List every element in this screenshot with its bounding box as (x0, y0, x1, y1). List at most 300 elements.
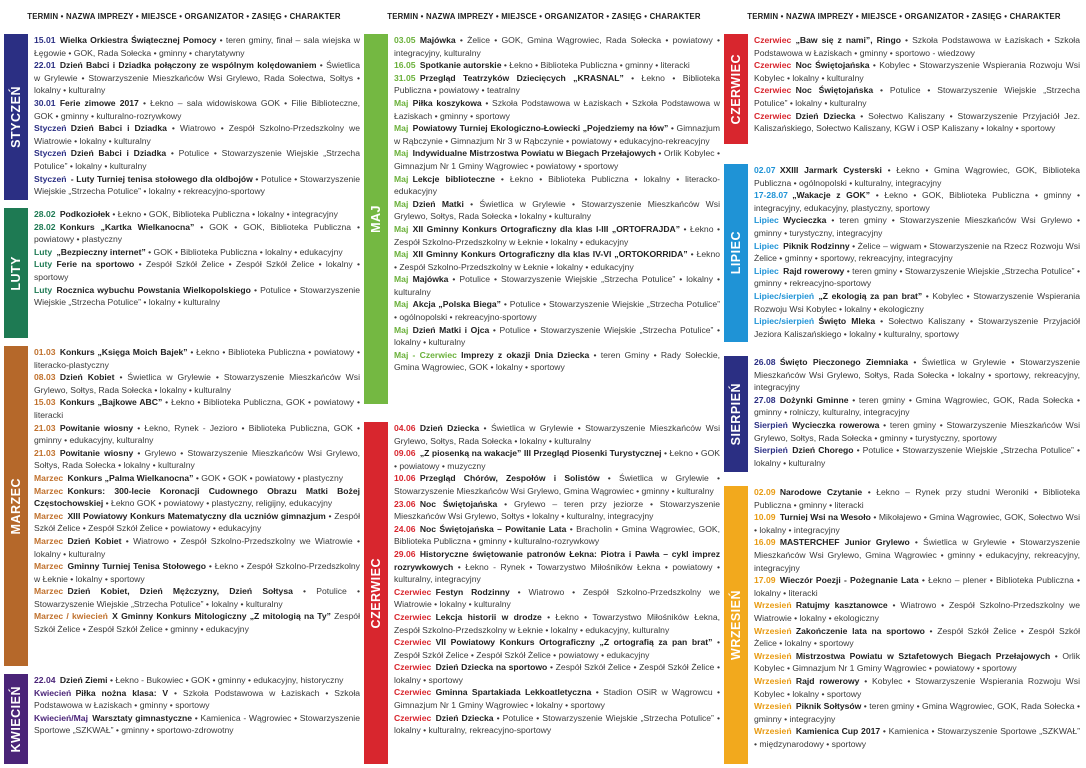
event-entry (34, 284, 360, 309)
event-name: Święto Mleka (818, 316, 876, 327)
event-details: • Stadion OSiR w Wągrowcu • Gimnazjum Nr 1 Gminy Wągrowiec • lokalny • sportowy (394, 687, 720, 711)
event-date: 27.08 (754, 394, 776, 405)
column-header: TERMIN • NAZWA IMPREZY • MIEJSCE • ORGANIZATOR • ZASIĘG • CHARAKTER (27, 12, 341, 21)
event-name: Turniej Wsi na Wesoło (779, 512, 871, 523)
event-details: • teren gminy • Stowarzyszenie Mieszkańców Wsi Grylewo • gminny • turystyczny, integracyjny (754, 215, 1080, 238)
event-name: X Gminny Konkurs Mitologiczny „Z mitologią na Ty” (112, 611, 331, 622)
event-date: Maj (394, 249, 409, 260)
event-date: Wrzesień (754, 675, 792, 686)
event-details: • Kamienica • Stowarzyszenie Sportowe „SZKWAŁ” • międzynarodowy • sportowy (754, 726, 1080, 749)
event-date: Maj (394, 274, 409, 285)
event-date: 10.06 (394, 473, 416, 484)
event-date: Lipiec (754, 240, 779, 251)
month-section-maj (364, 34, 724, 404)
event-name: Akcja „Polska Biega” (412, 299, 501, 310)
month-label: SIERPIEŃ (729, 382, 743, 446)
event-details: • Potulice • Stowarzyszenie Wiejskie „Strzecha Potulice” • lokalny • kulturalny (394, 274, 720, 297)
month-section-marzec (4, 346, 364, 666)
event-name: Narodowe Czytanie (779, 487, 863, 497)
event-name: Podkoziołek (59, 209, 110, 219)
event-entry (394, 472, 720, 497)
event-date: 09.06 (394, 448, 416, 459)
event-entry (34, 258, 360, 283)
event-name: Przegląd Chórów, Zespołów i Solistów (419, 473, 600, 484)
month-tab (724, 356, 748, 472)
event-details: • Kobylec • Stowarzyszenie Wspierania Rozwoju Wsi Kobylec • lokalny • kulturalny (754, 60, 1080, 83)
event-details: • Łekno • GOK • powiatowy • muzyczny (394, 448, 720, 471)
column-header: TERMIN • NAZWA IMPREZY • MIEJSCE • ORGANIZATOR • ZASIĘG • CHARAKTER (387, 12, 701, 21)
event-entry (34, 34, 360, 59)
event-name: Noc Świętojańska (795, 60, 870, 71)
event-date: Wrzesień (754, 650, 792, 661)
event-entry (34, 371, 360, 396)
event-entry (394, 498, 720, 523)
event-details: • teren gminy • Stowarzyszenie Wiejskie „Strzecha Potulice” • gminny • rekreacyjno-sportowy (754, 265, 1080, 289)
event-name: Konkurs „Kartka Wielkanocna” (59, 221, 195, 232)
event-entry (394, 34, 720, 59)
event-details: • Potulice • Stowarzyszenie Wiejskie „Strzecha Potulice” • lokalny • kulturalny, rekreacyjno-sportowy (394, 712, 720, 736)
event-entry (34, 147, 360, 172)
event-name: Noc Świętojańska (795, 85, 874, 96)
event-date: Marzec (34, 561, 64, 572)
event-details: • Łekno GOK • powiatowy • plastyczny, religijny, edukacyjny (103, 498, 333, 509)
event-details: • Świetlica w Grylewie • Stowarzyszenie Mieszkańców Wsi Grylewo, Sołtys, Rada Sołecka • lokalny • kulturalny (394, 198, 720, 222)
month-label: LUTY (9, 255, 23, 291)
month-tab (4, 346, 28, 666)
event-name: Lekcje biblioteczne (412, 173, 495, 184)
event-entry (394, 422, 720, 447)
event-date: Czerwiec (394, 662, 432, 673)
event-details: • Kobylec • Stowarzyszenie Wspierania Rozwoju Wsi Kobylec • lokalny • sportowy (754, 675, 1080, 699)
event-date: 03.05 (394, 35, 416, 45)
event-date: Czerwiec (754, 110, 792, 121)
event-details: • Świetlica w Grylewie • Stowarzyszenie Mieszkańców Wsi Grylewo, Gmina Wągrowiec • gminny • edukacyjny, rekreacyjny, integracyjny (754, 537, 1080, 573)
event-date: 31.05 (394, 72, 416, 83)
event-details: • Łekno • Biblioteka Publiczna • lokalny • literacko-edukacyjny (394, 173, 720, 197)
month-label: CZERWIEC (369, 557, 383, 629)
month-entries (754, 164, 1080, 342)
event-details: • Bracholin • Gmina Wągrowiec, GOK, Biblioteka Publiczna • gminny • kulturalno-rozrywkowy (394, 523, 720, 547)
month-entries (34, 34, 360, 200)
event-name: „Bezpieczny internet” (56, 246, 146, 257)
event-name: Dzień Matki (412, 198, 464, 209)
event-date: 17.09 (754, 575, 776, 586)
event-date: Marzec (34, 485, 64, 496)
event-name: Imprezy z okazji Dnia Dziecka (461, 349, 590, 360)
event-entry (754, 700, 1080, 725)
month-tab (4, 208, 28, 338)
month-entries (394, 422, 720, 764)
event-date: 15.01 (34, 35, 56, 45)
event-entry (754, 725, 1080, 750)
event-entry (754, 240, 1080, 265)
event-name: Konkurs „Palma Wielkanocna” (67, 472, 194, 483)
month-label: CZERWIEC (729, 53, 743, 125)
event-date: 10.09 (754, 512, 776, 523)
event-date: Czerwiec (394, 637, 432, 648)
event-entry (34, 122, 360, 147)
event-entry (34, 472, 360, 485)
event-details: • teren gminy • Gmina Wągrowiec, GOK, Rada Sołecka • gminny • rolniczy, kulturalny, integracyjny (754, 394, 1080, 418)
event-entry (34, 422, 360, 447)
month-entries (394, 34, 720, 404)
event-date: Styczeń (34, 173, 67, 184)
event-name: Warsztaty gimnastyczne (92, 712, 193, 723)
event-entry (394, 147, 720, 172)
event-entry (394, 273, 720, 298)
event-details: • Grylewo – teren przy jeziorze • Stowarzyszenie Mieszkańców Wsi Grylewo, Sołtys • lokalny • kulturalny, integracyjny (394, 498, 720, 522)
event-date: 29.06 (394, 548, 416, 559)
event-date: 22.01 (34, 60, 56, 71)
column-3 (724, 0, 1084, 768)
event-name: MASTERCHEF Junior Grylewo (779, 537, 910, 548)
event-entry (34, 712, 360, 737)
event-date: Wrzesień (754, 600, 792, 611)
event-entry (34, 246, 360, 259)
event-name: Wieczór Poezji - Pożegnanie Lata (779, 575, 919, 586)
event-name: Dzień Dziecka (435, 712, 494, 723)
event-date: Czerwiec (754, 60, 792, 71)
month-section-lipiec (724, 164, 1084, 342)
event-date: 01.03 (34, 347, 56, 357)
event-date: Lipiec (754, 265, 779, 276)
event-details: • Łekno • Towarzystwo Miłośników Łekna, Zespół Szkolno-Przedszkolny w Łeknie • lokalny • edukacyjny, kulturalny (394, 611, 720, 635)
event-date: Marzec (34, 510, 64, 521)
event-name: Wielka Orkiestra Świątecznej Pomocy (59, 35, 217, 45)
event-details: • Szkoła Podstawowa w Łaziskach • Szkoła Podstawowa w Łaziskach • gminny • sportowy (34, 687, 360, 711)
event-details: • Wiatrowo • Zespół Szkolno-Przedszkolny we Wiatrowie • lokalny • kulturalny (34, 535, 360, 559)
event-name: Piłka koszykowa (412, 97, 482, 108)
event-details: • Kamienica - Wągrowiec • Stowarzyszenie Sportowe „SZKWAŁ” • gminny • sportowo-zdrowotny (34, 712, 360, 736)
event-entry (754, 290, 1080, 315)
event-details: • Potulice • Stowarzyszenie Wiejskie „Strzecha Potulice” • lokalny • kulturalny (34, 148, 360, 171)
event-name: Dzień Kobiet (67, 535, 122, 546)
event-entry (754, 574, 1080, 599)
event-date: Styczeń (34, 123, 67, 134)
month-section-sierpien (724, 356, 1084, 472)
event-details: • Wiatrowo • Zespół Szkolno-Przedszkolny we Wiatrowie • lokalny • kulturalny (34, 123, 360, 146)
event-name: Ferie zimowe 2017 (59, 97, 139, 108)
event-name: Dzień Babci i Dziadka (70, 148, 167, 159)
event-entry (754, 511, 1080, 536)
event-date: Maj (394, 97, 409, 108)
event-name: Dzień Babci i Dziadka (70, 123, 167, 134)
event-entry (394, 548, 720, 586)
event-entry (754, 486, 1080, 511)
event-name: Dzień Dziecka (419, 423, 480, 433)
event-name: Wycieczka (783, 215, 827, 226)
event-entry (754, 315, 1080, 340)
event-entry (754, 265, 1080, 290)
month-section-czerwiec-cont (724, 34, 1084, 144)
event-details: • Łekno, Rynek - Jezioro • Biblioteka Publiczna, GOK • gminny • edukacyjny, kulturalny (34, 422, 360, 446)
event-name: Rajd rowerowy (795, 675, 860, 686)
month-entries (34, 346, 360, 666)
event-entry (394, 97, 720, 122)
event-name: Dzień Dziecka (795, 110, 856, 121)
event-name: Festyn Rodzinny (435, 586, 510, 597)
event-entry (394, 611, 720, 636)
column-header: TERMIN • NAZWA IMPREZY • MIEJSCE • ORGANIZATOR • ZASIĘG • CHARAKTER (747, 12, 1061, 21)
event-details: • Świetlica w Grylewie • Stowarzyszenie Mieszkańców Wsi Grylewo, Sołtys, Rada Sołecka • lokalny • kulturalny (394, 423, 720, 446)
event-details: • Orlik Kobylec • Gimnazjum Nr 1 Gminy Wągrowiec • powiatowy • sportowy (394, 148, 720, 171)
event-name: - Luty Turniej tenisa stołowego dla oldbojów (70, 173, 253, 184)
month-label: KWIECIEŃ (9, 685, 23, 753)
event-date: Lipiec/sierpień (754, 316, 815, 327)
event-entry (394, 661, 720, 686)
event-date: 24.06 (394, 523, 416, 534)
month-tab (364, 422, 388, 764)
event-name: Spotkanie autorskie (419, 60, 502, 71)
month-entries (754, 34, 1080, 144)
month-entries (34, 208, 360, 338)
event-name: Mistrzostwa Powiatu w Sztafetowych Biegach Przełajowych (795, 650, 1051, 661)
month-tab (724, 34, 748, 144)
month-section-styczen (4, 34, 364, 200)
event-entry (34, 674, 360, 687)
event-entry (34, 485, 360, 510)
month-section-luty (4, 208, 364, 338)
event-date: 15.03 (34, 397, 56, 408)
month-tab (4, 34, 28, 200)
month-section-czerwiec (364, 422, 724, 764)
event-entry (754, 394, 1080, 419)
event-entry (394, 324, 720, 349)
event-date: Marzec (34, 535, 64, 546)
event-details: • Łekno • Biblioteka Publiczna • powiatowy • literacko-plastyczny (34, 347, 360, 370)
event-name: Historyczne świętowanie patronów Łekna: Piotra i Pawła – cykl imprez rozrywkowych (394, 548, 720, 572)
event-details: • Grylewo • Stowarzyszenie Mieszkańców Wsi Grylewo, Sołtys, Rada Sołecka • lokalny • kulturalny (34, 447, 360, 471)
event-details: • Gimnazjum w Rąbczynie • Gimnazjum Nr 3 w Rąbczynie • powiatowy • edukacyjno-rekreacyjny (394, 123, 720, 146)
event-details: • Sołectwo Kaliszany • Stowarzyszenie Przyjaciół Jeziora Kaliszańskiego • lokalny • kulturalny, sportowy (754, 316, 1080, 339)
event-date: 22.04 (34, 675, 56, 685)
event-details: • teren Gminy • Rady Sołeckie, Gmina Wągrowiec, GOK • lokalny • sportowy (394, 349, 720, 373)
event-date: Marzec / kwiecień (34, 611, 108, 622)
event-details: • Kobylec • Stowarzyszenie Wspierania Rozwoju Wsi Kobylec • lokalny • ekologiczny (754, 290, 1080, 314)
event-date: 08.03 (34, 372, 56, 383)
month-entries (754, 486, 1080, 764)
event-entry (34, 97, 360, 122)
event-name: Piknik Sołtysów (795, 701, 862, 712)
event-details: • Zespół Szkół Żelice • Zespół Szkół Żelice • lokalny • sportowy (394, 662, 720, 685)
event-name: Dożynki Gminne (779, 394, 849, 405)
event-entry (394, 586, 720, 611)
event-entry (754, 59, 1080, 84)
event-entry (754, 444, 1080, 469)
event-entry (394, 72, 720, 97)
event-date: Lipiec (754, 215, 779, 226)
event-entry (754, 34, 1080, 59)
event-entry (34, 59, 360, 97)
event-name: Rajd rowerowy (783, 265, 845, 276)
event-date: Lipiec/sierpień (754, 290, 815, 301)
event-name: „Wakacje z GOK” (792, 190, 871, 201)
event-date: Wrzesień (754, 625, 792, 636)
event-name: Konkurs „Bajkowe ABC” (59, 397, 163, 408)
event-details: • GOK • Biblioteka Publiczna • lokalny • edukacyjny (145, 246, 343, 257)
event-name: Powitanie wiosny (59, 447, 134, 458)
event-date: Styczeń (34, 148, 67, 159)
event-name: XII Gminny Konkurs Ortograficzny dla klas I-III „ORTOFRAJDA” (412, 223, 681, 234)
event-details: • Świetlica w Grylewie • Stowarzyszenie Mieszkańców Wsi Grylewo, Sołtys, Rada Sołecka • lokalny • sportowy, rekreacyjny, integracyjny (754, 357, 1080, 393)
event-entry (754, 214, 1080, 239)
event-entry (394, 248, 720, 273)
event-date: Wrzesień (754, 726, 792, 737)
event-entry (34, 687, 360, 712)
event-entry (394, 173, 720, 198)
event-name: Konkurs „Księga Moich Bajek” (59, 347, 188, 357)
event-details: • Żelice • GOK, Gmina Wągrowiec, Rada Sołecka • powiatowy • integracyjny, kulturalny (394, 35, 720, 58)
event-details: • Potulice • Stowarzyszenie Wiejskie „Strzecha Potulice” • lokalny • kulturalny (754, 85, 1080, 108)
event-entry (754, 84, 1080, 109)
event-date: Sierpień (754, 445, 788, 456)
event-entry (34, 173, 360, 198)
event-details: • Łekno • Biblioteka Publiczna • gminny • literacki (501, 60, 690, 71)
event-name: Powitanie wiosny (59, 422, 134, 433)
month-tab (364, 34, 388, 404)
month-entries (754, 356, 1080, 472)
month-label: WRZESIEŃ (729, 590, 743, 660)
event-entry (754, 419, 1080, 444)
event-details: • Łekno – sala widowiskowa GOK • Filie Biblioteczne, GOK • gminny • kulturalno-rozrywkowy (34, 97, 360, 121)
month-section-wrzesien (724, 486, 1084, 764)
event-name: Dzień Kobiet (59, 372, 115, 383)
event-date: 02.09 (754, 487, 776, 497)
event-date: 16.05 (394, 60, 416, 71)
event-details: • Żelice – wigwam • Stowarzyszenie na Rzecz Rozwoju Wsi Żelice • gminny • sportowy, rekreacyjny, integracyjny (754, 240, 1080, 264)
event-details: • Wiatrowo • Zespół Szkolno-Przedszkolny we Wiatrowie • lokalny • ekologiczny (754, 600, 1080, 623)
event-details: • Świetlica w Grylewie • Stowarzyszenie Mieszkańców Wsi Grylewo, Sołtys, Rada Sołecka • lokalny • kulturalny (34, 372, 360, 395)
event-date: Luty (34, 259, 53, 270)
event-details: Zespół Szkół Żelice • Zespół Szkół Żelice • gminny • edukacyjny (34, 611, 360, 635)
event-name: „Z piosenką na wakacje” III Przegląd Piosenki Turystycznej (419, 448, 662, 459)
event-entry (394, 198, 720, 223)
event-details: • Potulice • Stowarzyszenie Wiejskie „Strzecha Potulice” • ogólnopolski • rekreacyjno-sportowy (394, 299, 720, 323)
event-entry (34, 610, 360, 635)
event-name: Majówka (412, 274, 449, 285)
event-date: Luty (34, 284, 53, 295)
event-date: Maj - Czerwiec (394, 349, 457, 360)
event-details: • Wiatrowo • Zespół Szkolno-Przedszkolny we Wiatrowie • lokalny • kulturalny (394, 586, 720, 610)
event-details: • Łekno • Biblioteka Publiczna • powiatowy • teatralny (394, 72, 720, 96)
event-name: Święto Pieczonego Ziemniaka (779, 357, 909, 367)
event-details: • Szkoła Podstawowa w Łaziskach • Szkoła Podstawowa w Łaziskach • gminny • sportowo - wiedzowy (754, 35, 1080, 58)
month-label: MARZEC (9, 477, 23, 535)
event-date: Czerwiec (394, 586, 432, 597)
event-details: • teren gminy • Gmina Wągrowiec, GOK, Rada Sołecka • gminny • integracyjny (754, 701, 1080, 724)
event-entry (34, 221, 360, 246)
month-label: LIPIEC (729, 231, 743, 275)
event-date: Maj (394, 198, 409, 209)
month-label: MAJ (369, 205, 383, 233)
event-details: • Zespół Szkół Żelice • Zespół Szkół Żelice • powiatowy • edukacyjny (34, 510, 360, 534)
event-entry (754, 599, 1080, 624)
event-entry (394, 59, 720, 72)
event-name: Piłka nożna klasa: V (75, 687, 169, 698)
event-details: • Zespół Szkół Żelice • Zespół Szkół Żelice • powiatowy • edukacyjny (394, 637, 720, 660)
event-name: Lekcja historii w drodze (435, 611, 542, 622)
event-name: Dzień Kobiet, Dzień Mężczyzny, Dzień Sołtysa (67, 586, 293, 597)
event-details: • Mikołajewo • Gmina Wągrowiec, GOK, Sołectwo Wsi • lokalny • integracyjny (754, 512, 1080, 535)
event-details: • Zespół Szkół Żelice • Zespół Szkół Żelice • lokalny • sportowy (754, 625, 1080, 649)
event-date: 16.09 (754, 537, 776, 548)
event-name: Ratujmy kasztanowce (795, 600, 888, 611)
event-name: Przegląd Teatrzyków Dziecięcych „KRASNAL” (419, 72, 624, 83)
event-entry (34, 396, 360, 421)
event-entry (754, 189, 1080, 214)
event-date: Czerwiec (394, 611, 432, 622)
event-details: • Łekno – plener • Biblioteka Publiczna • lokalny • literacki (754, 575, 1080, 598)
event-name: Konkurs: 300-lecie Koronacji Cudownego Obrazu Matki Bożej Częstochowskiej (34, 485, 360, 509)
event-details: • Świetlica w Grylewie • Stowarzyszenie Mieszkańców Wsi Grylewo, Gmina Wągrowiec • gminny • kulturalny (394, 473, 720, 496)
event-details: • Zespół Szkół Żelice • Zespół Szkół Żelice • lokalny • sportowy (34, 259, 360, 282)
event-entry (394, 712, 720, 737)
event-entry (754, 356, 1080, 394)
event-name: Powiatowy Turniej Ekologiczno-Łowiecki „Pojedziemy na łów” (412, 123, 669, 134)
month-tab (724, 164, 748, 342)
event-name: Gminny Turniej Tenisa Stołowego (67, 561, 206, 572)
event-date: Maj (394, 148, 409, 159)
event-name: Dzień Dziecka na sportowo (435, 662, 548, 673)
month-tab (724, 486, 748, 764)
event-details: • Łekno • GOK, Biblioteka Publiczna • lokalny • integracyjny (109, 209, 338, 219)
event-name: „Z ekologią za pan brat” (818, 290, 923, 301)
month-section-kwiecien (4, 674, 364, 764)
event-entry (34, 560, 360, 585)
event-date: 30.01 (34, 97, 56, 108)
column-2 (364, 0, 724, 768)
event-name: Kamienica Cup 2017 (795, 726, 881, 737)
event-entry (754, 110, 1080, 135)
event-details: • teren gminy, finał – sala wiejska w Łęgowie • GOK, Rada Sołecka • gminny • charytatywny (34, 35, 360, 58)
event-name: Noc Świętojańska (419, 498, 498, 509)
event-name: Zakończenie lata na sportowo (795, 625, 925, 636)
event-details: • Potulice • Stowarzyszenie Wiejskie „Strzecha Potulice” • lokalny • kulturalny (34, 586, 360, 609)
event-entry (754, 625, 1080, 650)
event-entry (754, 536, 1080, 574)
event-name: Dzień Matki i Ojca (412, 324, 490, 335)
event-details: • Łekno • Biblioteka Publiczna, GOK • powiatowy • literacki (34, 397, 360, 420)
event-name: Ferie na sportowo (56, 259, 135, 270)
event-date: 21.03 (34, 422, 56, 433)
event-name: XIII Powiatowy Konkurs Matematyczny dla uczniów gimnazjum (67, 510, 326, 521)
month-tab (4, 674, 28, 764)
event-date: Czerwiec (754, 85, 792, 96)
event-entry (754, 650, 1080, 675)
event-date: Maj (394, 324, 409, 335)
event-entry (394, 686, 720, 711)
event-date: 04.06 (394, 423, 416, 433)
event-details: • Potulice • Stowarzyszenie Wiejskie „Strzecha Potulice” • lokalny • kulturalny (34, 284, 360, 308)
event-name: Rocznica wybuchu Powstania Wielkopolskiego (56, 284, 251, 295)
event-date: 23.06 (394, 498, 416, 509)
event-entry (34, 535, 360, 560)
event-entry (394, 298, 720, 323)
event-entry (34, 346, 360, 371)
event-entry (754, 164, 1080, 189)
event-details: • Łekno - Rynek • Towarzystwo Miłośników Łekna • powiatowy • kulturalny, integracyjny (394, 561, 720, 585)
event-name: Dzień Chorego (792, 445, 854, 456)
event-date: Marzec (34, 586, 64, 597)
event-entry (34, 447, 360, 472)
event-details: • Orlik Kobylec • Gimnazjum Nr 1 Gminy Wągrowiec • powiatowy • sportowy (754, 650, 1080, 674)
event-name: VII Powiatowy Konkurs Ortograficzny „Z ortografią za pan brat” (435, 637, 713, 648)
event-details: • Łekno • GOK, Biblioteka Publiczna • gminny • integracyjny, edukacyjny, plastyczny, sportowy (754, 190, 1080, 213)
event-entry (34, 510, 360, 535)
event-date: 26.08 (754, 357, 776, 367)
event-date: Maj (394, 173, 409, 184)
event-name: XII Gminny Konkurs Ortograficzny dla klas IV-VI „ORTOKORRIDA” (412, 249, 688, 260)
